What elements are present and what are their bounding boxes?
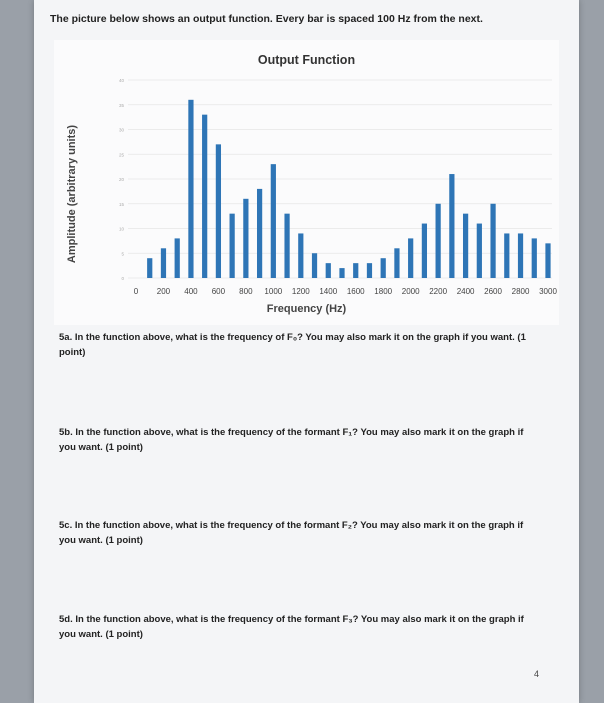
bar bbox=[504, 233, 509, 278]
bar bbox=[298, 233, 303, 278]
x-tick-label: 1800 bbox=[374, 287, 393, 296]
bar bbox=[202, 115, 207, 278]
x-tick-label: 3000 bbox=[539, 287, 557, 296]
x-tick-label: 800 bbox=[239, 287, 253, 296]
question-5c: 5c. In the function above, what is the frequency of the formant F₂? You may also mark it on the graph if you want. (1 point) bbox=[59, 520, 524, 546]
bar bbox=[147, 258, 152, 278]
bar bbox=[339, 268, 344, 278]
bar bbox=[394, 248, 399, 278]
y-tick-label: 25 bbox=[118, 152, 124, 158]
bar bbox=[243, 199, 248, 278]
bar bbox=[188, 100, 193, 278]
bar bbox=[518, 233, 523, 278]
x-tick-label: 200 bbox=[156, 287, 171, 296]
bar bbox=[436, 204, 441, 278]
x-tick-label: 1000 bbox=[264, 287, 283, 296]
bar bbox=[257, 189, 262, 278]
bar bbox=[216, 144, 221, 278]
y-tick-label: 10 bbox=[118, 226, 124, 232]
bar bbox=[490, 204, 495, 278]
chart bbox=[54, 40, 559, 325]
y-tick-label: 15 bbox=[118, 201, 124, 207]
x-tick-label: 600 bbox=[211, 287, 226, 296]
question-5b: 5b. In the function above, what is the frequency of the formant F₁? You may also mark it on the graph if you want. (1 point) bbox=[59, 427, 524, 453]
y-tick-label: 40 bbox=[118, 78, 124, 83]
y-tick-label: 30 bbox=[118, 127, 124, 133]
x-tick-label: 2600 bbox=[484, 287, 502, 296]
intro-text: The picture below shows an output function. Every bar is spaced 100 Hz from the next. bbox=[50, 13, 483, 25]
bar bbox=[408, 238, 413, 278]
bar bbox=[230, 214, 235, 278]
question-5d: 5d. In the function above, what is the frequency of the formant F₃? You may also mark it on the graph if you want. (1 point) bbox=[59, 614, 524, 640]
x-tick-label: 2200 bbox=[429, 287, 448, 296]
x-tick-label: 1600 bbox=[346, 287, 365, 296]
y-tick-label: 5 bbox=[121, 251, 124, 257]
x-tick-label: 0 bbox=[133, 287, 139, 296]
y-axis-label: Amplitude (arbitrary units) bbox=[66, 124, 78, 264]
bar bbox=[326, 263, 331, 278]
bar bbox=[477, 224, 482, 278]
bar bbox=[367, 263, 372, 278]
x-tick-label: 2800 bbox=[511, 287, 530, 296]
chart-title: Output Function bbox=[257, 53, 356, 67]
x-tick-label: 1200 bbox=[291, 287, 310, 296]
x-axis-label: Frequency (Hz) bbox=[266, 303, 347, 315]
bar bbox=[381, 258, 386, 278]
x-tick-label: 2000 bbox=[401, 287, 420, 296]
x-tick-label: 400 bbox=[184, 287, 198, 296]
bar bbox=[463, 214, 468, 278]
question-5a: 5a. In the function above, what is the frequency of F₀? You may also mark it on the graph if you want. (1 point) bbox=[59, 332, 526, 358]
x-tick-label: 2400 bbox=[456, 287, 475, 296]
plot-area bbox=[54, 40, 559, 305]
bar bbox=[271, 164, 276, 278]
bar bbox=[175, 238, 180, 278]
worksheet-page bbox=[34, 0, 579, 703]
bar bbox=[161, 248, 166, 278]
bar bbox=[422, 224, 427, 278]
y-tick-label: 20 bbox=[118, 177, 124, 182]
page-number: 4 bbox=[533, 669, 539, 679]
bar bbox=[532, 238, 537, 278]
x-tick-label: 1400 bbox=[319, 287, 338, 296]
bar bbox=[312, 253, 317, 278]
bar bbox=[545, 243, 550, 278]
bar bbox=[449, 174, 454, 278]
y-tick-label: 0 bbox=[121, 276, 124, 281]
bar bbox=[284, 214, 289, 278]
bar bbox=[353, 263, 358, 278]
y-tick-label: 35 bbox=[118, 102, 124, 108]
